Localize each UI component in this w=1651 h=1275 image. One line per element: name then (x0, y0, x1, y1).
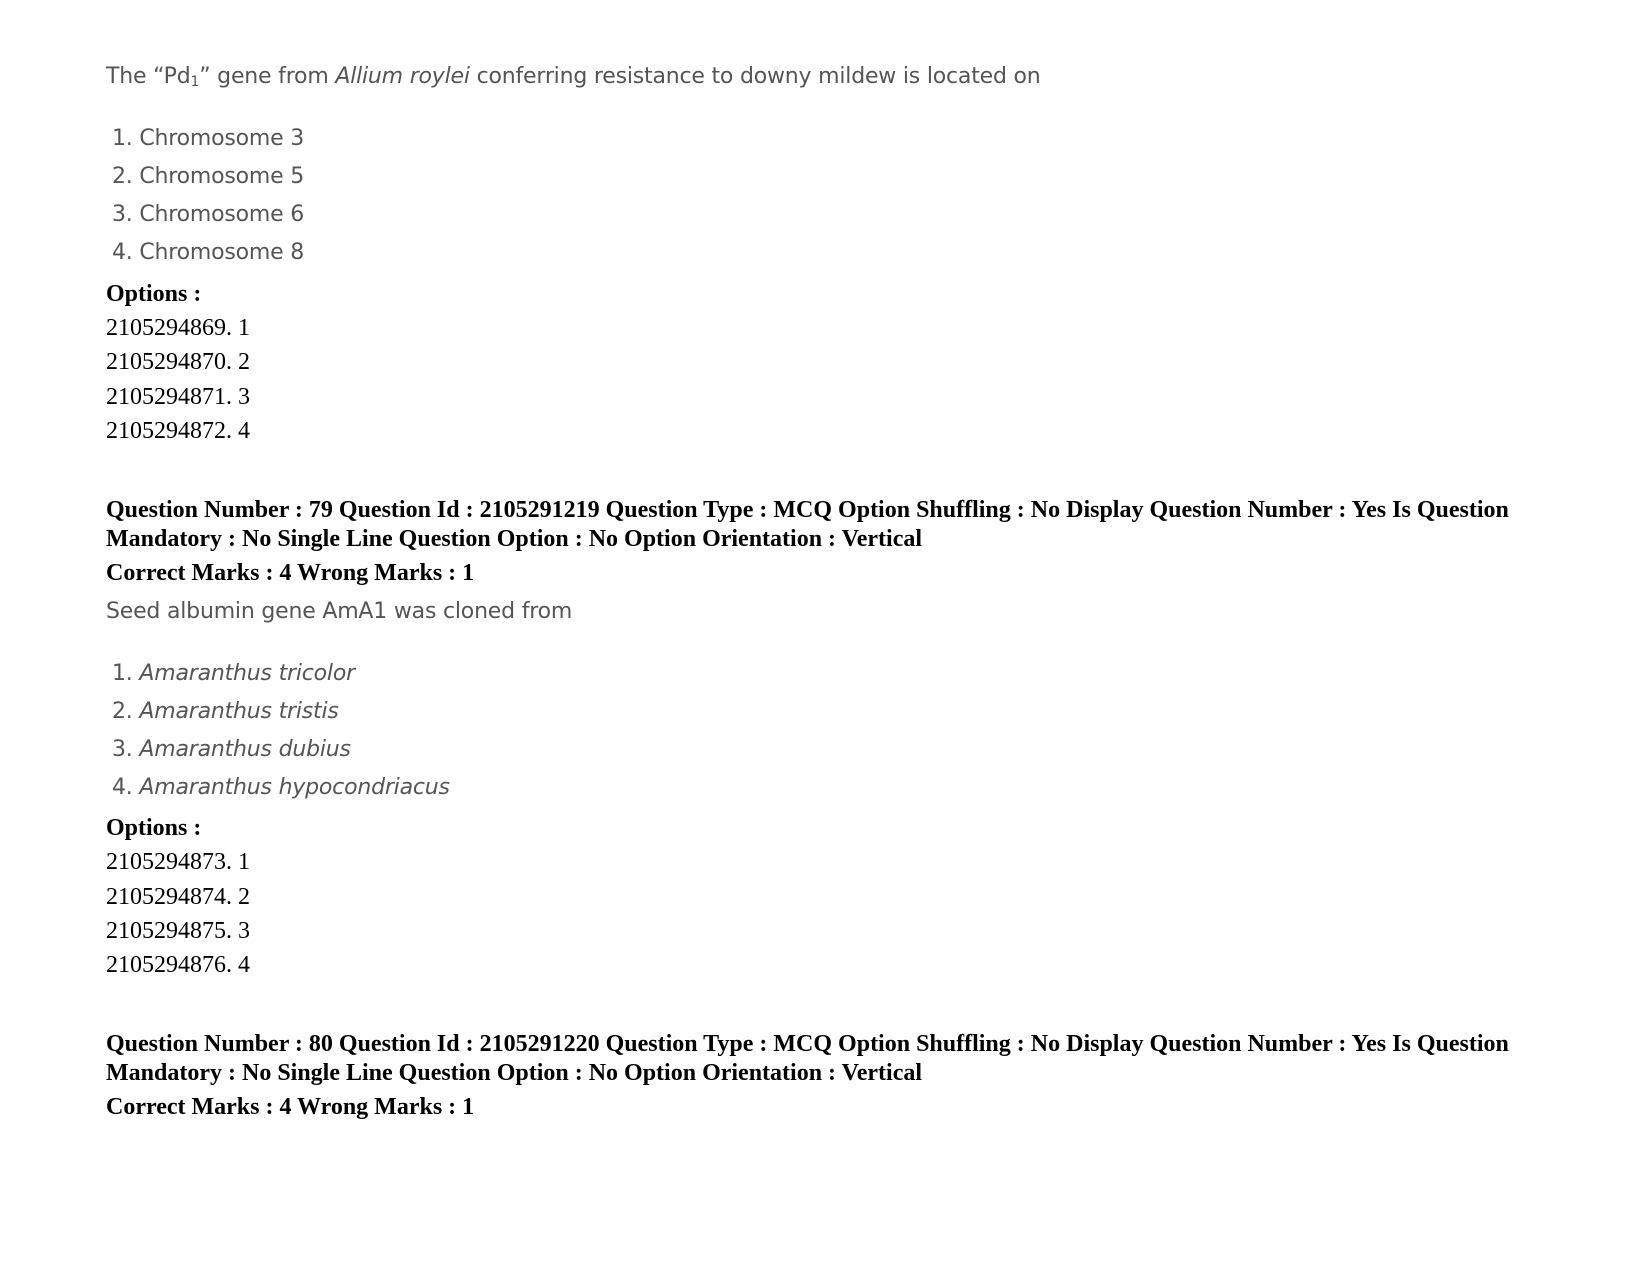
choice-text: Chromosome 5 (139, 164, 305, 189)
choice-item (112, 240, 304, 265)
choice-text: Amaranthus tristis (139, 699, 339, 724)
choice-text: Amaranthus hypocondriacus (139, 775, 450, 800)
question-80-meta: Question Number : 80 Question Id : 2105291220 Question Type : MCQ Option Shuffling : No Display Question Number : Yes Is Question Mandatory : No Single Line Question Option : No Option Orientation : Vertical (106, 1031, 1509, 1086)
option-row: 2105294874. 2 (106, 884, 250, 910)
option-row: 2105294870. 2 (106, 349, 250, 375)
choice-number: 2. (112, 699, 133, 724)
choice-number: 1. (112, 661, 133, 686)
options-label: Options : (106, 815, 202, 841)
choice-text: Amaranthus dubius (139, 737, 351, 762)
choice-item (112, 202, 304, 227)
question-79-meta: Question Number : 79 Question Id : 2105291219 Question Type : MCQ Option Shuffling : No Display Question Number : Yes Is Question Mandatory : No Single Line Question Option : No Option Orientation : Vertical (106, 497, 1509, 552)
stem-text: conferring resistance to downy mildew is located on (469, 64, 1041, 89)
stem-subscript: 1 (190, 74, 200, 90)
choice-item (112, 661, 355, 686)
stem-text: ” gene from (199, 64, 336, 89)
question-79-marks: Correct Marks : 4 Wrong Marks : 1 (106, 560, 475, 586)
option-row: 2105294871. 3 (106, 384, 250, 410)
choice-text: Amaranthus tricolor (139, 661, 355, 686)
question-80-marks: Correct Marks : 4 Wrong Marks : 1 (106, 1094, 475, 1120)
stem-text: The “Pd (106, 64, 191, 89)
stem-species: Allium roylei (335, 64, 470, 89)
question-79-stem: Seed albumin gene AmA1 was cloned from (106, 599, 573, 624)
choice-number: 1. (112, 126, 133, 151)
choice-number: 3. (112, 202, 133, 227)
choice-text: Chromosome 8 (139, 240, 305, 265)
choice-item (112, 775, 450, 800)
question-78-stem (106, 64, 1041, 90)
choice-number: 4. (112, 240, 133, 265)
option-row: 2105294873. 1 (106, 849, 250, 875)
choice-item (112, 699, 339, 724)
choice-number: 3. (112, 737, 133, 762)
choice-text: Chromosome 3 (139, 126, 305, 151)
choice-number: 2. (112, 164, 133, 189)
option-row: 2105294869. 1 (106, 315, 250, 341)
choice-item (112, 164, 304, 189)
choice-text: Chromosome 6 (139, 202, 305, 227)
options-label: Options : (106, 281, 202, 307)
choice-number: 4. (112, 775, 133, 800)
option-row: 2105294876. 4 (106, 952, 250, 978)
choice-item (112, 126, 304, 151)
choice-item (112, 737, 351, 762)
option-row: 2105294875. 3 (106, 918, 250, 944)
option-row: 2105294872. 4 (106, 418, 250, 444)
